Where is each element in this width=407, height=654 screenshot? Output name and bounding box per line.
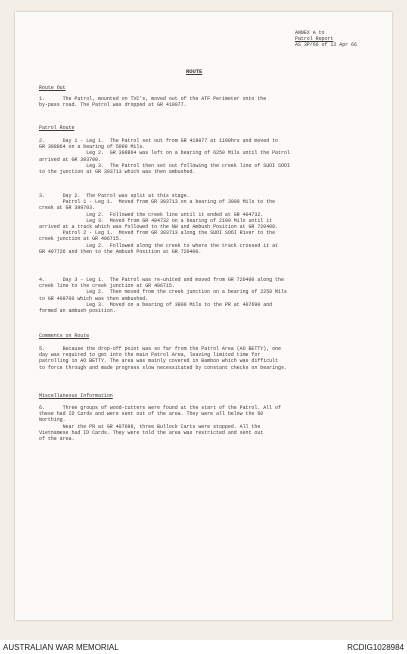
paragraph-1: 1. The Patrol, mounted on TVC's, moved out of the ATF Perimeter onto the by-pass road. The Patrol was dropped at GR 419077. <box>39 96 267 109</box>
route-out-heading: Route Out <box>39 85 66 91</box>
document-page <box>15 12 392 620</box>
paragraph-4: 4. Day 3 - Leg 1. The Patrol was re-united and moved from GR 720400 along the creek line to the creek junction at GR 406715. Leg 2. Then moved from the creek junction on a bearing of 2250 Mils to GR 409700 which was then ambushed. Leg 3. Moved on a bearing of 3800 Mils to the PR at 407690 and formed an ambush position. <box>39 277 287 315</box>
header-patrol-report: Patrol Report <box>295 36 334 42</box>
footer-record-id: RCDIG1028984 <box>347 643 404 652</box>
misc-heading: Miscellaneous Information <box>39 393 113 399</box>
paragraph-2: 2. Day 1 - Leg 1. The Patrol set out from GR 419077 at 1100hrs and moved to GR 398864 on a bearing of 5000 Mils. Leg 2. GR 398864 was left on a bearing of 6250 Mils until the Patrol arrived at GR 393700. Leg 3. The Patrol then set out following the creek line of SUOI SOOI to the junction at GR 393713 which was then ambushed. <box>39 138 290 176</box>
archive-footer <box>0 640 407 654</box>
paragraph-5: 5. Because the drop-off point was so far from the Patrol Area (AO BETTY), one day was required to get into the main Patrol Area, leaving limited time for patrolling in AO BETTY. The area was mainly covered in Bamboo which was difficult to force through and made progress slow necessitated by constant checks on bearings. <box>39 346 287 371</box>
comments-heading: Comments on Route <box>39 333 90 339</box>
footer-institution: AUSTRALIAN WAR MEMORIAL <box>3 643 119 652</box>
paragraph-3: 3. Day 2. The Patrol was split at this stage. Patrol 1 - Leg 1. Moved from GR 393713 on a bearing of 3000 Mils to the creek at GR 399703. Leg 2. Followed the creek line until it ended at GR 404732. Leg 3. Moved from GR 404732 on a bearing of 2100 Mils until it arrived at a track which was followed to the NW and Ambush Position at GR 720400. Patrol 2 - Leg 1. Moved from GR 393713 along the SUOI SOOI River to the creek junction at GR 406715. Leg 2. Followed along the creek to where the track crossed it at GR 407726 and then to the Ambush Position at GR 720400. <box>39 193 278 255</box>
header-annex: ANNEX A to <box>295 30 325 36</box>
header-reference: AS 3P/66 of 12 Apr 66 <box>295 42 357 48</box>
page-title: ROUTE <box>186 68 203 75</box>
patrol-route-heading: Patrol Route <box>39 125 75 131</box>
paragraph-6: 6. Three groups of wood-cutters were found at the start of the Patrol. All of these had ID Cards and were sent out of the area. They were all below the 60 Northing. Near the PR at GR 407699, three Bullock Carts were stopped. All the Vietnamese had ID Cards. They were told the area was restricted and sent out of the area. <box>39 405 281 443</box>
